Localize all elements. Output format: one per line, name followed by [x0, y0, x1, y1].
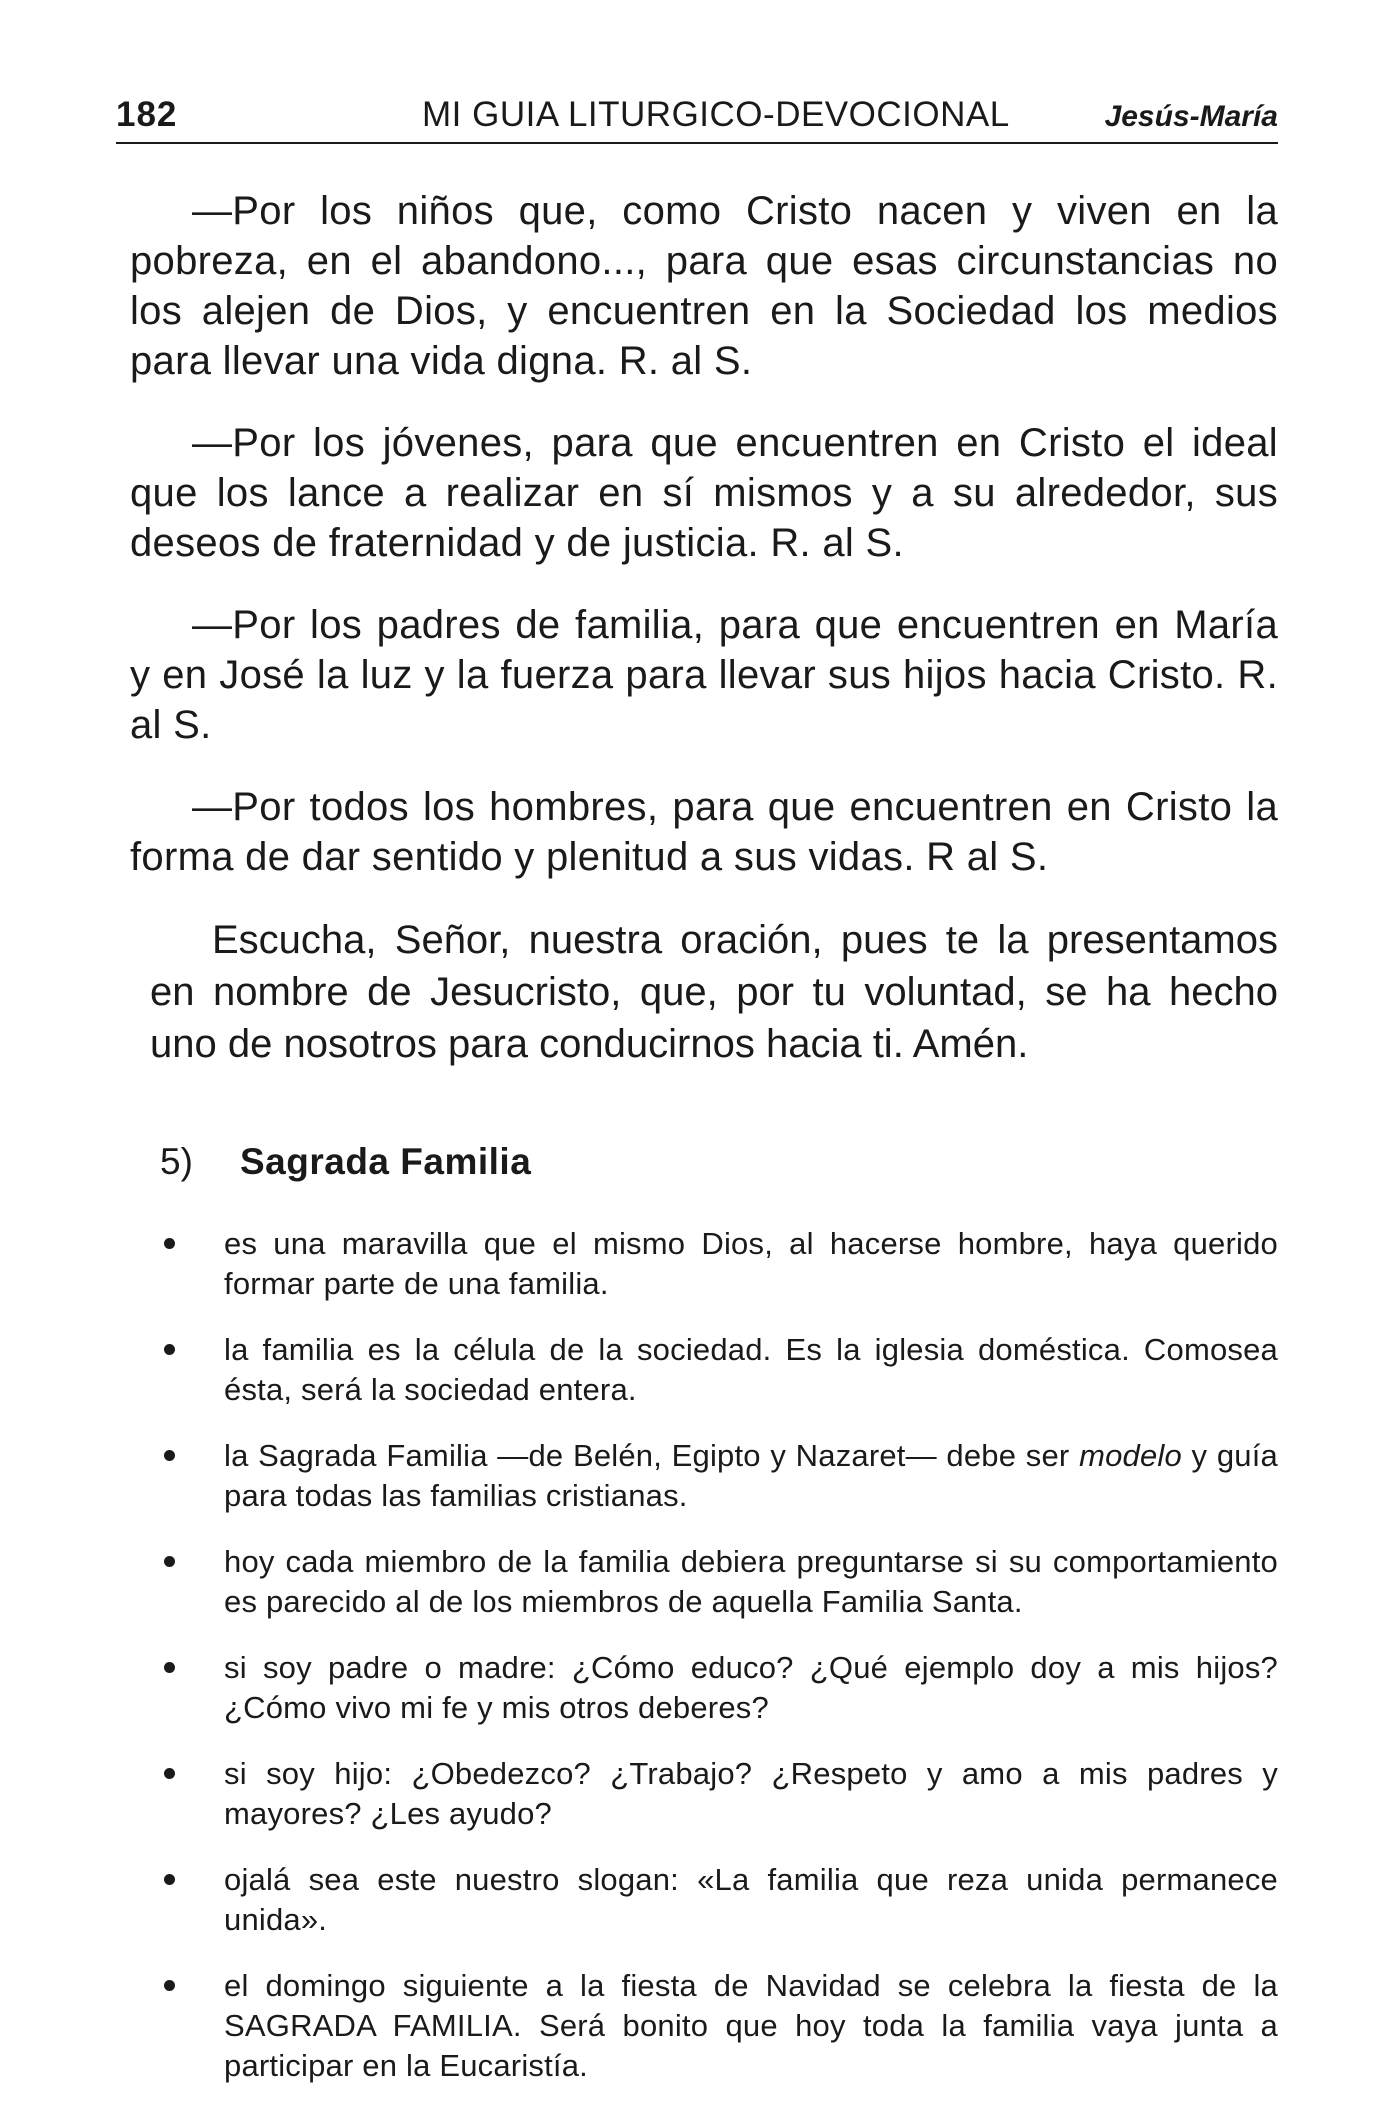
intercession-youth: —Por los jóvenes, para que encuentren en Cristo el ideal que los lance a realizar en sí mismos y a su alrededor, sus deseos de fraternidad y de justicia. R. al S. — [130, 421, 1278, 565]
bullet-icon — [164, 1874, 175, 1885]
intercession-parents: —Por los padres de familia, para que encuentren en María y en José la luz y la fuerza para llevar sus hijos hacia Cristo. R. al S. — [130, 603, 1278, 747]
bullet-icon — [164, 1768, 175, 1779]
bullet-text-after: y guía para todas las familias cristianas. — [224, 1438, 1278, 1513]
bullet-item — [160, 1648, 1278, 1728]
page-number: 182 — [116, 95, 178, 134]
bullet-icon — [164, 1238, 175, 1249]
bullet-item — [160, 1966, 1278, 2086]
bullet-item — [160, 1860, 1278, 1940]
bullet-icon — [164, 1450, 175, 1461]
bullet-text: ojalá sea este nuestro slogan: «La familia que reza unida permanece unida». — [224, 1862, 1278, 1937]
intercession-all-people: —Por todos los hombres, para que encuentren en Cristo la forma de dar sentido y plenitud a sus vidas. R al S. — [130, 785, 1278, 879]
bullet-icon — [164, 1556, 175, 1567]
running-title: MI GUIA LITURGICO-DEVOCIONAL — [422, 95, 1010, 134]
bullet-text-before: la Sagrada Familia —de Belén, Egipto y Nazaret— debe ser — [224, 1438, 1080, 1473]
emphasized-word: modelo — [1079, 1438, 1182, 1473]
page-body — [130, 186, 1278, 2112]
bullet-item — [160, 1330, 1278, 1410]
bullet-item — [160, 1436, 1278, 1516]
page-header — [116, 92, 1278, 144]
bullet-text: si soy hijo: ¿Obedezco? ¿Trabajo? ¿Respeto y amo a mis padres y mayores? ¿Les ayudo? — [224, 1756, 1278, 1831]
bullet-icon — [164, 1344, 175, 1355]
section-name: Jesús-María — [1104, 100, 1278, 133]
bullet-item — [160, 1754, 1278, 1834]
bullet-text: la familia es la célula de la sociedad. Es la iglesia doméstica. Comosea ésta, será la sociedad entera. — [224, 1332, 1278, 1407]
section-heading — [160, 1140, 1278, 1184]
bullet-text: si soy padre o madre: ¿Cómo educo? ¿Qué ejemplo doy a mis hijos? ¿Cómo vivo mi fe y mis otros deberes? — [224, 1650, 1278, 1725]
section-title: Sagrada Familia — [240, 1141, 532, 1182]
closing-prayer: Escucha, Señor, nuestra oración, pues te la presentamos en nombre de Jesucristo, que, por tu voluntad, se ha hecho uno de nosotros para conducirnos hacia ti. Amén. — [150, 918, 1278, 1066]
bullet-text: hoy cada miembro de la familia debiera preguntarse si su comportamiento es parecido al de los miembros de aquella Familia Santa. — [224, 1544, 1278, 1619]
bullet-icon — [164, 1980, 175, 1991]
bullet-text: es una maravilla que el mismo Dios, al hacerse hombre, haya querido formar parte de una familia. — [224, 1226, 1278, 1301]
bullet-list — [130, 1224, 1278, 2086]
bullet-text: el domingo siguiente a la fiesta de Navidad se celebra la fiesta de la SAGRADA FAMILIA. Será bonito que hoy toda la familia vaya junta a participar en la Eucaristía. — [224, 1968, 1278, 2083]
section-number: 5) — [160, 1141, 193, 1182]
intercession-children: —Por los niños que, como Cristo nacen y viven en la pobreza, en el abandono..., para que esas circunstancias no los alejen de Dios, y encuentren en la Sociedad los medios para llevar una vida digna. R. al S. — [130, 189, 1278, 383]
bullet-icon — [164, 1662, 175, 1673]
bullet-item — [160, 1542, 1278, 1622]
bullet-item — [160, 1224, 1278, 1304]
